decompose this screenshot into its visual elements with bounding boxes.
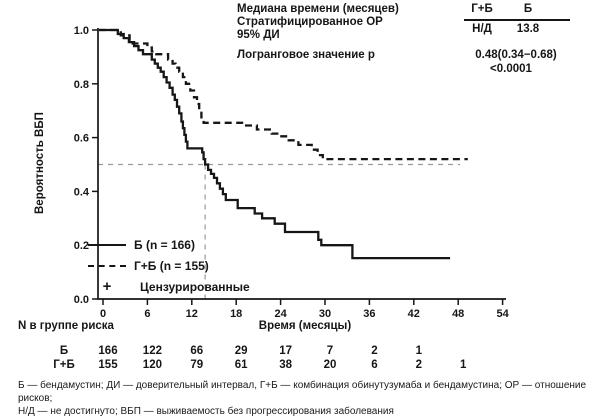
risk-count-Г+Б-6: 120: [142, 359, 162, 371]
risk-row-label-b: Б: [59, 345, 69, 357]
risk-count-Г+Б-18: 61: [234, 359, 248, 371]
risk-count-Г+Б-30: 20: [323, 359, 337, 371]
footnote: [18, 379, 596, 418]
x-tick-label: 42: [407, 308, 420, 320]
stat-hr-ci-value: 0.48(0.34−0.68): [475, 49, 557, 61]
x-tick-label: 48: [452, 308, 465, 320]
risk-count-Г+Б-24: 38: [279, 359, 292, 371]
risk-count-Б-6: 122: [142, 345, 162, 357]
risk-count-Б-18: 29: [234, 345, 248, 357]
risk-count-Г+Б-0: 155: [98, 359, 118, 371]
footnote-line-2: Н/Д — не достигнуто; ВБП — выживаемость без прогрессирования заболевания: [18, 406, 394, 417]
risk-count-Б-12: 66: [190, 345, 204, 357]
x-tick-label: 0: [99, 308, 107, 320]
risk-count-Г+Б-36: 6: [371, 359, 378, 371]
risk-row-label-gb: Г+Б: [53, 359, 75, 371]
x-tick-label: 54: [496, 308, 509, 320]
x-tick-label: 30: [318, 308, 332, 320]
plus-censor-icon: +: [102, 278, 112, 295]
y-tick-label: 0.8: [73, 78, 89, 91]
footnote-line-1: Б — бендамустин; ДИ — доверительный интервал, Г+Б — комбинация обинутузумаба и бендамустина; ОР — отношение рисков;: [18, 380, 587, 404]
risk-count-Б-0: 166: [98, 345, 118, 357]
risk-table-title: N в группе риска: [18, 320, 114, 332]
risk-count-Б-24: 17: [279, 345, 292, 357]
stat-label-hr: Стратифицированное ОР: [237, 16, 383, 28]
x-tick-label: 24: [274, 308, 287, 320]
y-tick-label: 0.6: [73, 132, 89, 145]
risk-count-Г+Б-12: 79: [190, 359, 204, 371]
stat-p-value: <0.0001: [490, 63, 532, 75]
y-tick-label: 0.4: [73, 186, 89, 199]
stat-label-logrank: Логранговое значение p: [237, 49, 375, 61]
x-tick-label: 36: [363, 308, 376, 320]
x-tick-label: 18: [230, 308, 243, 320]
risk-count-Б-30: 7: [326, 345, 334, 357]
stat-median-b: 13.8: [516, 23, 540, 35]
stat-median-gb: Н/Д: [472, 23, 492, 35]
x-axis-title: Время (месяцы): [258, 320, 352, 332]
y-axis-title: Вероятность ВБП: [34, 112, 46, 214]
x-tick-label: 12: [185, 308, 198, 320]
legend-label-censored: Цензурированные: [140, 280, 250, 294]
stat-col-gb-header: Г+Б: [471, 3, 493, 15]
risk-count-Г+Б-48: 1: [459, 359, 467, 371]
risk-count-Б-36: 2: [371, 345, 378, 357]
risk-count-Б-42: 1: [415, 345, 422, 357]
stat-label-ci: 95% ДИ: [237, 29, 280, 41]
x-tick-label: 6: [144, 308, 151, 320]
stat-label-median: Медиана времени (месяцев): [237, 3, 399, 15]
legend-label-gb: Г+Б (n = 155): [134, 259, 209, 273]
stat-col-b-header: Б: [523, 3, 533, 15]
legend-label-b: Б (n = 166): [134, 238, 195, 252]
y-tick-label: 0.0: [73, 294, 89, 306]
y-tick-label: 0.2: [73, 240, 89, 253]
risk-count-Г+Б-42: 2: [415, 359, 422, 371]
y-tick-label: 1.0: [73, 25, 89, 37]
